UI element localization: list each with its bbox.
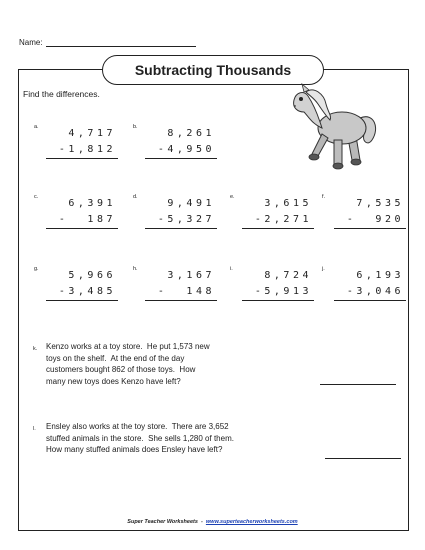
subtrahend: - 920 bbox=[346, 214, 404, 225]
problem-letter: e. bbox=[230, 194, 235, 200]
instructions: Find the differences. bbox=[23, 89, 100, 99]
worksheet-title bbox=[102, 55, 324, 85]
problem-a bbox=[34, 124, 122, 170]
word-problem-line: many new toys does Kenzo have left? bbox=[46, 376, 181, 386]
answer-rule bbox=[46, 158, 118, 159]
footer bbox=[0, 519, 425, 525]
word-problem-line: Kenzo works at a toy store. He put 1,573 new bbox=[46, 342, 210, 351]
word-problem-line: How many stuffed animals does Ensley have left? bbox=[46, 445, 223, 454]
answer-line-l[interactable] bbox=[325, 458, 401, 459]
answer-rule bbox=[46, 228, 118, 229]
name-field bbox=[19, 37, 196, 47]
problem-letter: h. bbox=[133, 266, 138, 272]
problem-j bbox=[322, 266, 410, 312]
answer-line-k[interactable] bbox=[320, 384, 396, 385]
footer-separator: - bbox=[200, 519, 203, 525]
problem-letter: d. bbox=[133, 194, 138, 200]
problem-g bbox=[34, 266, 122, 312]
problem-h bbox=[133, 266, 221, 312]
subtrahend: -3,046 bbox=[346, 286, 404, 297]
minuend: 6,193 bbox=[356, 270, 404, 281]
minuend: 4,717 bbox=[68, 128, 116, 139]
problem-letter: b. bbox=[133, 124, 138, 130]
subtrahend: - 148 bbox=[157, 286, 215, 297]
answer-rule bbox=[242, 228, 314, 229]
name-line[interactable] bbox=[46, 37, 196, 47]
word-problem-line: stuffed animals in the store. She sells 1,280 of them. bbox=[46, 433, 234, 443]
problem-e bbox=[230, 194, 318, 240]
problem-i bbox=[230, 266, 318, 312]
subtrahend: -5,327 bbox=[157, 214, 215, 225]
title-text: Subtracting Thousands bbox=[134, 62, 292, 78]
subtrahend: -4,950 bbox=[157, 144, 215, 155]
answer-rule bbox=[46, 300, 118, 301]
minuend: 5,966 bbox=[68, 270, 116, 281]
problem-letter: g. bbox=[34, 266, 39, 272]
problem-letter: a. bbox=[34, 124, 39, 130]
minuend: 6,391 bbox=[68, 198, 116, 209]
minuend: 3,615 bbox=[264, 198, 312, 209]
problem-letter: c. bbox=[34, 194, 39, 200]
problem-letter: k. bbox=[33, 346, 38, 352]
word-problem-line: toys on the shelf. At the end of the day bbox=[46, 353, 185, 363]
answer-rule bbox=[334, 300, 406, 301]
answer-rule bbox=[334, 228, 406, 229]
problem-d bbox=[133, 194, 221, 240]
stuffed-pony-image bbox=[282, 82, 382, 172]
answer-rule bbox=[242, 300, 314, 301]
answer-rule bbox=[145, 158, 217, 159]
problem-letter: j. bbox=[322, 266, 325, 272]
problem-letter: f. bbox=[322, 194, 326, 200]
subtrahend: -5,913 bbox=[254, 286, 312, 297]
minuend: 8,724 bbox=[264, 270, 312, 281]
minuend: 3,167 bbox=[167, 270, 215, 281]
minuend: 7,535 bbox=[356, 198, 404, 209]
word-problem-line: customers bought 862 of those toys. How bbox=[46, 365, 196, 374]
problem-f bbox=[322, 194, 410, 240]
subtrahend: - 187 bbox=[58, 214, 116, 225]
footer-brand: Super Teacher Worksheets bbox=[127, 519, 198, 525]
answer-rule bbox=[145, 300, 217, 301]
problem-letter: l. bbox=[33, 426, 36, 432]
name-label: Name: bbox=[19, 38, 43, 47]
subtrahend: -2,271 bbox=[254, 214, 312, 225]
subtrahend: -3,485 bbox=[58, 286, 116, 297]
subtrahend: -1,812 bbox=[58, 144, 116, 155]
minuend: 8,261 bbox=[167, 128, 215, 139]
word-problem-l bbox=[33, 421, 323, 461]
problem-letter: i. bbox=[230, 266, 233, 272]
word-problem-line: Ensley also works at the toy store. There are 3,652 bbox=[46, 422, 229, 431]
minuend: 9,491 bbox=[167, 198, 215, 209]
problem-c bbox=[34, 194, 122, 240]
answer-rule bbox=[145, 228, 217, 229]
problem-b bbox=[133, 124, 221, 170]
footer-url-link[interactable]: www.superteacherworksheets.com bbox=[205, 519, 298, 525]
word-problem-k bbox=[33, 341, 323, 391]
